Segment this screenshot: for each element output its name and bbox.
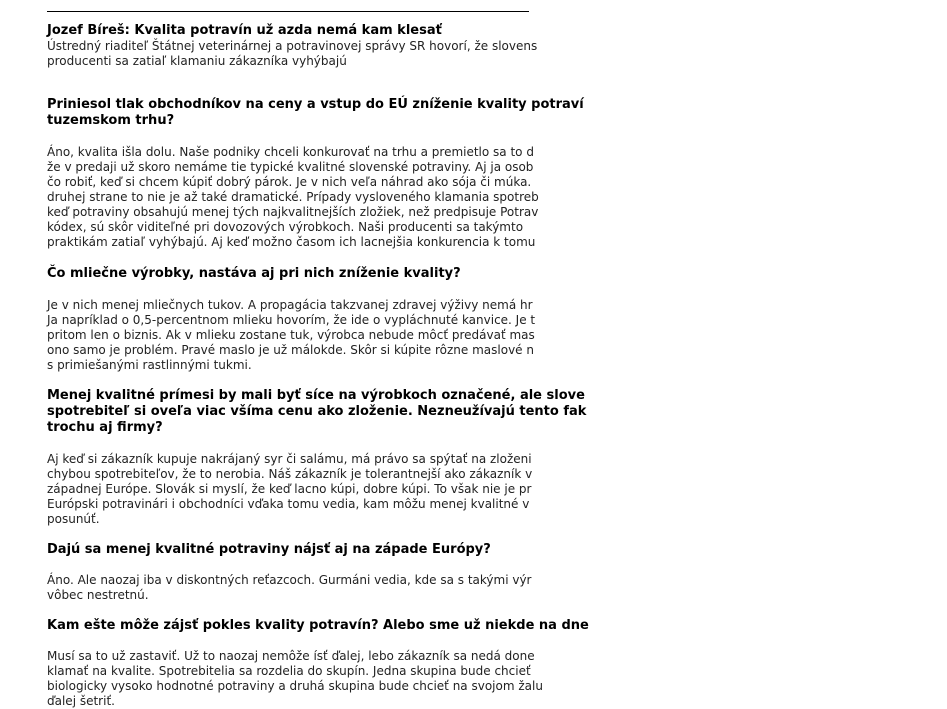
lead-line: Ústredný riaditeľ Štátnej veterinárnej a potravinovej správy SR hovorí, že slovens (47, 39, 538, 53)
question-4 (47, 542, 947, 558)
answer-line: s primiešanými rastlinnými tukmi. (47, 358, 252, 372)
answer-line: čo robiť, keď si chcem kúpiť dobrý párok. Je v nich veľa náhrad ako sója či múka. (47, 175, 532, 189)
article-title: Jozef Bíreš: Kvalita potravín už azda nemá kam klesať (47, 23, 442, 38)
question-3 (47, 388, 947, 436)
answer-line: praktikám zatiaľ vyhýbajú. Aj keď možno časom ich lacnejšia konkurencia k tomu (47, 235, 536, 249)
answer-line: Aj keď si zákazník kupuje nakrájaný syr či salámu, má právo sa spýtať na zloženi (47, 452, 532, 466)
question-1 (47, 97, 947, 129)
question-5 (47, 618, 947, 634)
lead-line: producenti sa zatiaľ klamaniu zákazníka vyhýbajú (47, 54, 347, 68)
question-line: Priniesol tlak obchodníkov na ceny a vstup do EÚ zníženie kvality potraví (47, 97, 584, 112)
article-lead (47, 39, 947, 69)
answer-4 (47, 573, 947, 603)
question-line: Kam ešte môže zájsť pokles kvality potravín? Alebo sme už niekde na dne (47, 618, 589, 633)
answer-line: Je v nich menej mliečnych tukov. A propagácia takzvanej zdravej výživy nemá hr (47, 298, 533, 312)
answer-line: keď potraviny obsahujú menej tých najkvalitnejších zložiek, než predpisuje Potrav (47, 205, 539, 219)
question-line: trochu aj firmy? (47, 420, 163, 435)
article (47, 23, 947, 709)
question-line: Čo mliečne výrobky, nastáva aj pri nich zníženie kvality? (47, 266, 461, 281)
answer-line: kódex, sú skôr viditeľné pri dovozových výrobkoch. Naši producenti sa takýmto (47, 220, 524, 234)
answer-line: Áno. Ale naozaj iba v diskontných reťazcoch. Gurmáni vedia, kde sa s takými výr (47, 573, 532, 587)
answer-line: ďalej šetriť. (47, 694, 115, 708)
answer-line: Ja napríklad o 0,5-percentnom mlieku hovorím, že ide o vypláchnuté kanvice. Je t (47, 313, 536, 327)
question-line: spotrebiteľ si oveľa viac všíma cenu ako zloženie. Nezneužívajú tento fak (47, 404, 587, 419)
question-2 (47, 266, 947, 282)
answer-line: že v predaji už skoro nemáme tie typické kvalitné slovenské potraviny. Aj ja osob (47, 160, 534, 174)
answer-5 (47, 649, 947, 709)
answer-line: posunúť. (47, 512, 100, 526)
answer-line: klamať na kvalite. Spotrebitelia sa rozdelia do skupín. Jedna skupina bude chcieť (47, 664, 531, 678)
question-line: Menej kvalitné prímesi by mali byť síce na výrobkoch označené, ale slove (47, 388, 585, 403)
question-line: Dajú sa menej kvalitné potraviny nájsť aj na západe Európy? (47, 542, 491, 557)
answer-line: druhej strane to nie je až také dramatické. Prípady vysloveného klamania spotreb (47, 190, 539, 204)
answer-line: západnej Európe. Slovák si myslí, že keď lacno kúpi, dobre kúpi. To však nie je pr (47, 482, 532, 496)
top-divider (47, 11, 529, 12)
answer-line: pritom len o biznis. Ak v mlieku zostane tuk, výrobca nebude môcť predávať mas (47, 328, 535, 342)
answer-line: Európski potravinári i obchodníci vďaka tomu vedia, kam môžu menej kvalitné v (47, 497, 530, 511)
answer-line: vôbec nestretnú. (47, 588, 149, 602)
answer-1 (47, 145, 947, 250)
answer-line: chybou spotrebiteľov, že to nerobia. Náš zákazník je tolerantnejší ako zákazník v (47, 467, 533, 481)
answer-3 (47, 452, 947, 527)
answer-line: ono samo je problém. Pravé maslo je už málokde. Skôr si kúpite rôzne maslové n (47, 343, 534, 357)
answer-2 (47, 298, 947, 373)
answer-line: biologicky vysoko hodnotné potraviny a druhá skupina bude chcieť na svojom žalu (47, 679, 543, 693)
question-line: tuzemskom trhu? (47, 113, 175, 128)
answer-line: Musí sa to už zastaviť. Už to naozaj nemôže ísť ďalej, lebo zákazník sa nedá done (47, 649, 535, 663)
answer-line: Áno, kvalita išla dolu. Naše podniky chceli konkurovať na trhu a premietlo sa to d (47, 145, 534, 159)
